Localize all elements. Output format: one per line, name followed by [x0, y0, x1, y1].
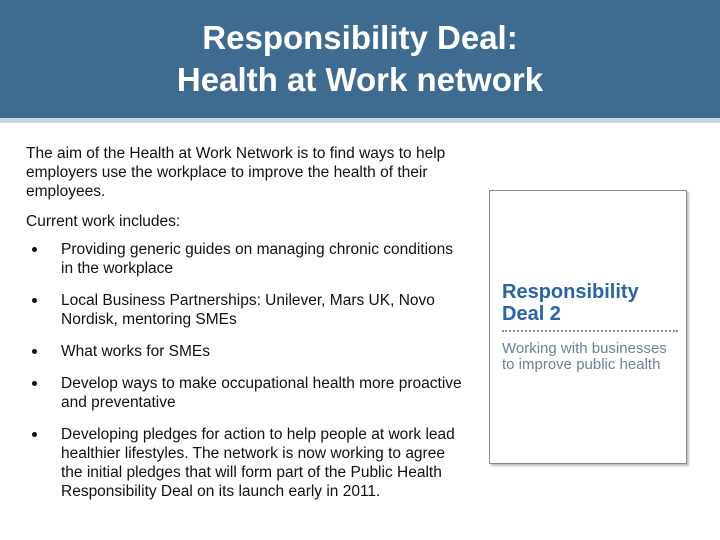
cover-title-line-2: Deal 2 — [502, 303, 561, 325]
report-cover-image — [489, 190, 687, 464]
list-item — [26, 374, 466, 412]
cover-title-line-1: Responsibility — [502, 281, 639, 303]
cover-title — [502, 281, 682, 325]
bullet-text: What works for SMEs — [61, 343, 210, 360]
slide-title-bar — [0, 0, 720, 118]
bullet-icon — [32, 381, 37, 386]
bullet-text: Providing generic guides on managing chronic conditions in the workplace — [61, 241, 454, 277]
slide-title-line-1: Responsibility Deal: — [202, 19, 518, 56]
list-item — [26, 240, 466, 278]
title-divider-gap — [0, 123, 720, 125]
cover-divider — [502, 330, 678, 332]
intro-paragraph: The aim of the Health at Work Network is to find ways to help employers use the workplace to improve the health of their employees. — [26, 145, 446, 200]
bullet-icon — [32, 247, 37, 252]
bullet-icon — [32, 432, 37, 437]
current-work-label: Current work includes: — [26, 213, 181, 230]
bullet-icon — [32, 298, 37, 303]
bullet-text: Develop ways to make occupational health more proactive and preventative — [61, 375, 462, 411]
cover-subtitle: Working with businesses to improve public health — [502, 340, 667, 373]
bullet-text: Local Business Partnerships: Unilever, Mars UK, Novo Nordisk, mentoring SMEs — [61, 292, 435, 328]
list-item — [26, 291, 466, 329]
list-item — [26, 425, 466, 501]
bullet-text: Developing pledges for action to help people at work lead healthier lifestyles. The network is now working to agree the initial pledges that will form part of the Public Health Responsibility Deal on its launch early in 2011. — [61, 426, 455, 500]
slide-body — [26, 144, 466, 514]
list-item — [26, 342, 466, 361]
slide-title-line-2: Health at Work network — [176, 61, 544, 98]
current-work-list — [26, 240, 466, 501]
bullet-icon — [32, 349, 37, 354]
